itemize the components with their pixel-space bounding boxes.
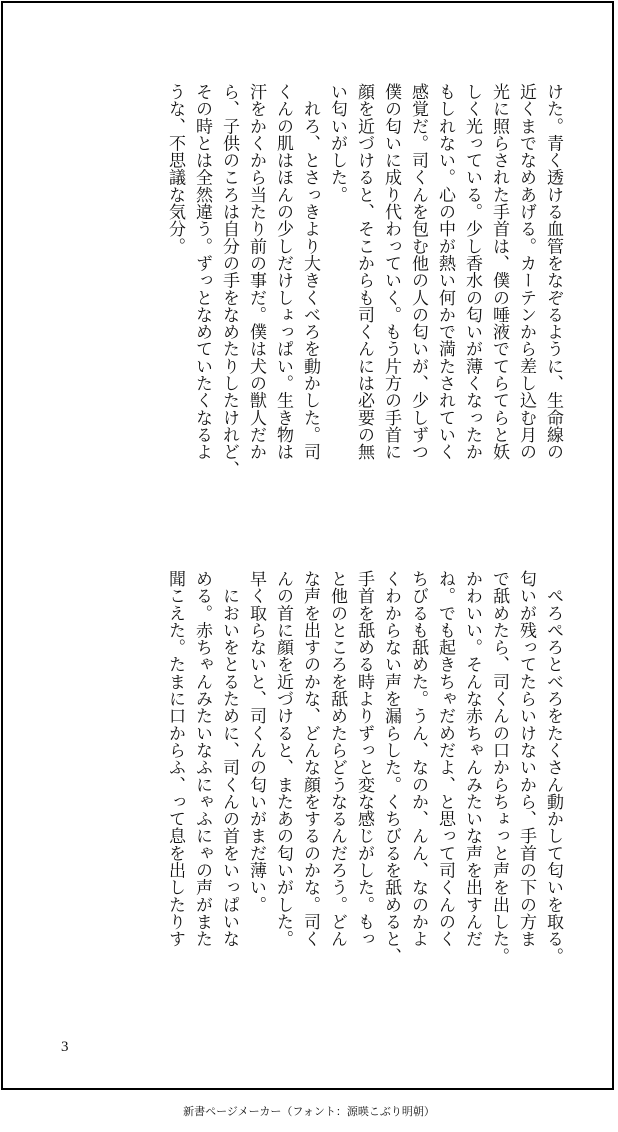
text-line: ら、子供のころは自分の手をなめたりしたけれど、 <box>219 83 239 478</box>
text-line: くんの肌はほんの少しだけしょっぱい。生き物は <box>273 83 293 461</box>
text-line: 光に照らされた手首は、僕の唾液でてらてらと妖 <box>489 83 509 461</box>
text-line: ちびるも舐めた。うん、なのか、んん、なのかよ <box>408 570 428 948</box>
text-line: 匂いが残ってたらいけないから、手首の下の方ま <box>516 570 536 948</box>
text-line: 聞こえた。たまに口からふ、って息を出したりす <box>165 570 185 948</box>
text-line: 早く取らないと、司くんの匂いがまだ薄い。 <box>246 570 266 913</box>
text-line: める。赤ちゃんみたいなふにゃふにゃの声がまた <box>192 570 212 948</box>
text-line: においをとるために、司くんの首をいっぱいな <box>219 570 239 948</box>
text-line: くわからない声を漏らした。くちびるを舐めると、 <box>381 570 401 965</box>
text-line: 近くまでなめあげる。カーテンから差し込む月の <box>516 83 536 461</box>
text-line: と他のところを舐めたらどうなるんだろう。どん <box>327 570 347 948</box>
page-number: 3 <box>61 1039 69 1055</box>
text-line: れろ、とさっきより大きくべろを動かした。司 <box>300 83 320 461</box>
text-line: もしれない。心の中が熱い何かで満たされていく <box>435 83 455 461</box>
text-line: けた。青く透ける血管をなぞるように、生命線の <box>543 83 563 461</box>
text-block-top <box>46 83 566 553</box>
text-line: しく光っている。少し香水の匂いが薄くなったか <box>462 83 482 461</box>
text-line: 感覚だ。司くんを包む他の人の匂いが、少しずつ <box>408 83 428 461</box>
text-line: んの首に顔を近づけると、またあの匂いがした。 <box>273 570 293 948</box>
text-line: その時とは全然違う。ずっとなめていたくなるよ <box>192 83 212 461</box>
text-line: かわいい。そんな赤ちゃんみたいな声を出すんだ <box>462 570 482 948</box>
page-frame <box>1 1 614 1090</box>
text-line: 手首を舐める時よりずっと変な感じがした。もっ <box>354 570 374 948</box>
text-line: で舐めたら、司くんの口からちょっと声を出した。 <box>489 570 509 965</box>
text-line: い匂いがした。 <box>327 83 347 204</box>
text-line: 顔を近づけると、そこからも司くんには必要の無 <box>354 83 374 461</box>
text-block-bottom <box>46 570 566 1040</box>
text-line: な声を出すのかな、どんな顔をするのかな。司く <box>300 570 320 948</box>
text-line: 僕の匂いに成り代わっていく。もう片方の手首に <box>381 83 401 461</box>
text-line: 汗をかくから当たり前の事だ。僕は犬の獣人だか <box>246 83 266 461</box>
footer-credit: 新書ページメーカー（フォント：源暎こぶり明朝） <box>183 1105 435 1118</box>
text-line: うな、不思議な気分。 <box>165 83 185 255</box>
text-line: ね。でも起きちゃだめだよ、と思って司くんのく <box>435 570 455 948</box>
text-line: ぺろぺろとべろをたくさん動かして匂いを取る。 <box>543 570 563 965</box>
